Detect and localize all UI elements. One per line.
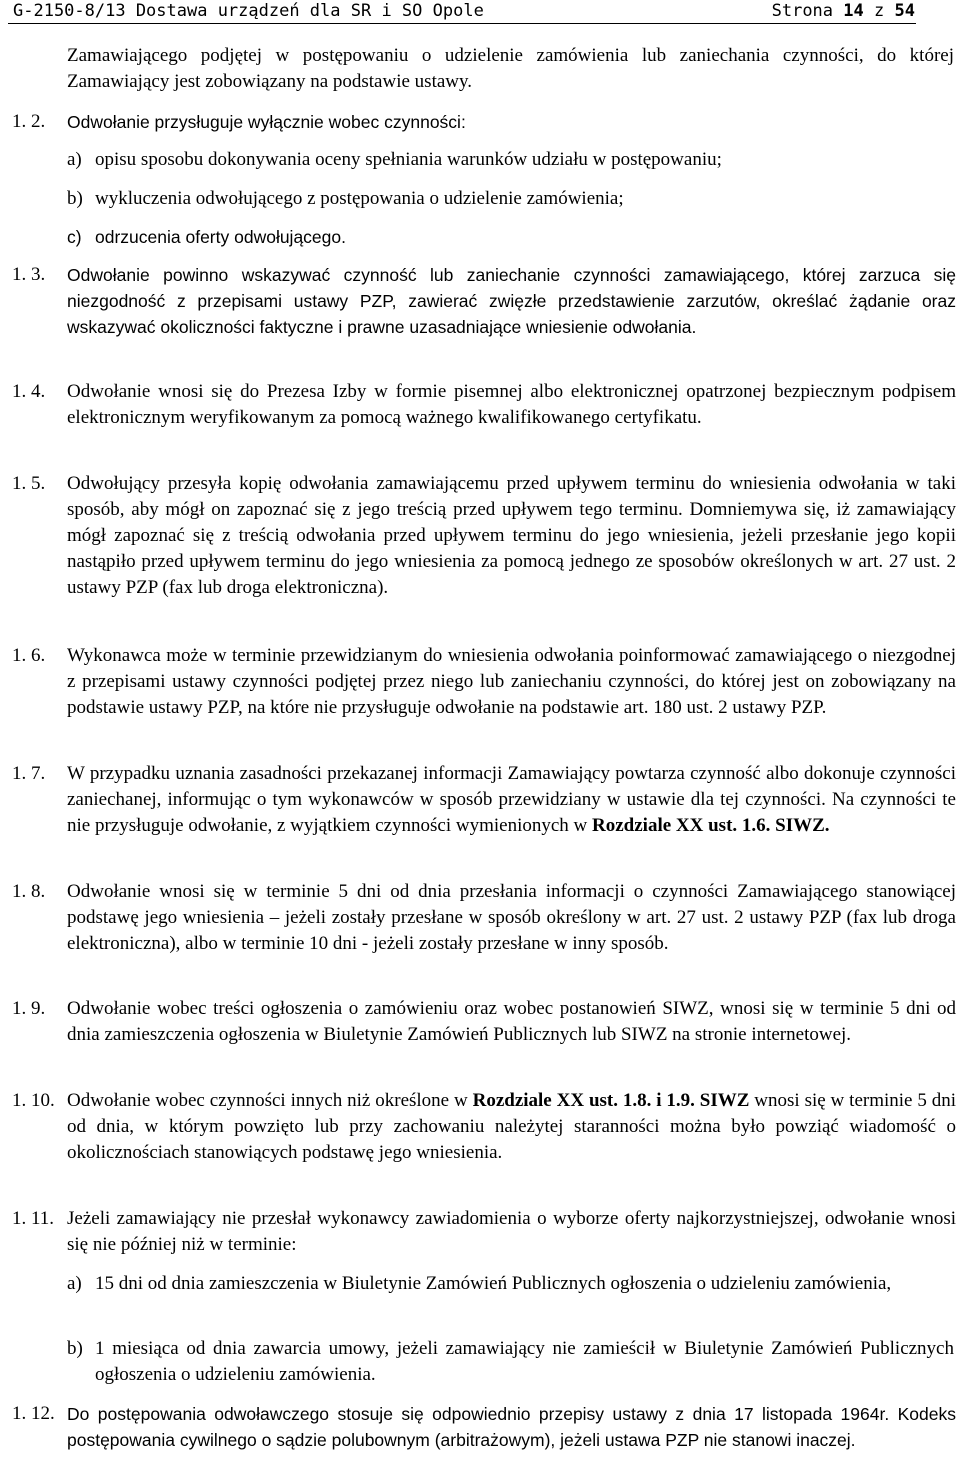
section-text: Jeżeli zamawiający nie przesłał wykonawcy zawiadomienia o wyborze oferty najkorzystniejszej, odwołanie wnosi się nie później niż w terminie: <box>67 1208 956 1255</box>
page-number: 14 <box>843 1 864 21</box>
section-text-main: Odwołanie wobec czynności innych niż określone w <box>67 1090 473 1111</box>
list-label: a) <box>67 149 82 170</box>
section-text-end: . <box>824 815 830 836</box>
section-number: 1. 5. <box>12 473 46 494</box>
section-number: 1. 10. <box>12 1090 55 1111</box>
section-text: Odwołanie wobec treści ogłoszenia o zamówieniu oraz wobec postanowień SIWZ, wnosi się w terminie 5 dni od dnia zamieszczenia ogłoszenia w Biuletynie Zamówień Publicznych lub SIWZ na stronie internetowej. <box>67 998 956 1045</box>
section-number: 1. 8. <box>12 881 46 902</box>
section-text: Odwołanie wnosi się do Prezesa Izby w formie pisemnej albo elektronicznej opatrzonej bezpiecznym podpisem elektronicznym weryfikowanym za pomocą ważnego kwalifikowanego certyfikatu. <box>67 381 956 428</box>
section-number: 1. 11. <box>12 1208 55 1229</box>
section-text: Do postępowania odwoławczego stosuje się odpowiednio przepisy ustawy z dnia 17 listopada 1964r. Kodeks postępowania cywilnego o sądzie polubownym (arbitrażowym), jeżeli ustawa PZP nie stanowi inaczej. <box>67 1404 956 1450</box>
list-text: opisu sposobu dokonywania oceny spełniania warunków udziału w postępowaniu; <box>95 149 722 170</box>
section-text-end: wnosi się w terminie 5 dni od dnia, w którym powzięto lub przy zachowaniu należytej staranności można było powziąć wiadomość o okolicznościach stanowiących podstawę jego wniesienia. <box>67 1090 957 1163</box>
list-label: b) <box>67 1338 83 1359</box>
list-label: c) <box>67 227 82 247</box>
section-reference: Rozdziale XX ust. 1.8. i 1.9. SIWZ <box>472 1090 750 1111</box>
list-text: odrzucenia oferty odwołującego. <box>95 227 346 247</box>
section-number: 1. 2. <box>12 111 46 132</box>
list-label: b) <box>67 188 83 209</box>
section-number: 1. 3. <box>12 264 46 285</box>
section-number: 1. 12. <box>12 1403 55 1424</box>
section-text: Odwołanie przysługuje wyłącznie wobec czynności: <box>67 112 466 132</box>
header-rule <box>8 23 916 24</box>
section-reference: Rozdziale XX ust. 1.6. SIWZ <box>592 815 825 836</box>
continuation-paragraph: Zamawiającego podjętej w postępowaniu o udzielenie zamówienia lub zaniechania czynności, do której Zamawiający jest zobowiązany na podstawie ustawy. <box>67 45 954 92</box>
section-number: 1. 6. <box>12 645 46 666</box>
section-text <box>67 1088 956 1166</box>
list-text: 15 dni od dnia zamieszczenia w Biuletynie Zamówień Publicznych ogłoszenia o udzieleniu zamówienia, <box>95 1273 892 1294</box>
section-text <box>67 761 956 839</box>
page-prefix: Strona <box>771 1 834 21</box>
page-indicator <box>772 1 915 21</box>
page-total: 54 <box>894 1 915 21</box>
section-text: Wykonawca może w terminie przewidzianym do wniesienia odwołania poinformować zamawiającego o niezgodnej z przepisami ustawy czynności podjętej przez niego lub zaniechaniu czynności, do której jest on zobowiązany na podstawie ustawy PZP, na które nie przysługuje odwołanie na podstawie art. 180 ust. 2 ustawy PZP. <box>67 645 956 718</box>
section-number: 1. 4. <box>12 381 46 402</box>
section-text-main: W przypadku uznania zasadności przekazanej informacji Zamawiający powtarza czynność albo dokonuje czynności zaniechanej, informując o tym wykonawców w sposób przewidziany w ustawie dla tej czynności. Na czynności te nie przysługuje odwołanie, z wyjątkiem czynności wymienionych w <box>67 763 956 836</box>
list-label: a) <box>67 1273 82 1294</box>
list-text: 1 miesiąca od dnia zawarcia umowy, jeżeli zamawiający nie zamieścił w Biuletynie Zamówień Publicznych ogłoszenia o udzieleniu zamówienia. <box>95 1338 954 1385</box>
section-number: 1. 7. <box>12 763 46 784</box>
page-separator: z <box>874 1 885 21</box>
section-text: Odwołujący przesyła kopię odwołania zamawiającemu przed upływem terminu do wniesienia odwołania w taki sposób, aby mógł on zapoznać się z jego treścią przed upływem tego terminu. Domniemywa się, iż zamawiający mógł zapoznać się z treścią odwołania przed upływem terminu do jego wniesienia, jeżeli przesłanie jego kopii nastąpiło przed upływem terminu do jego wniesienia za pomocą jednego ze sposobów określonych w art. 27 ust. 2 ustawy PZP (fax lub droga elektroniczna). <box>67 473 956 598</box>
list-text: wykluczenia odwołującego z postępowania o udzielenie zamówienia; <box>95 188 624 209</box>
document-title: G-2150-8/13 Dostawa urządzeń dla SR i SO Opole <box>13 1 484 21</box>
page-header <box>13 0 915 29</box>
section-number: 1. 9. <box>12 998 46 1019</box>
section-text: Odwołanie powinno wskazywać czynność lub zaniechanie czynności zamawiającego, której zarzuca się niezgodność z przepisami ustawy PZP, zawierać zwięzłe przedstawienie zarzutów, określać żądanie oraz wskazywać okoliczności faktyczne i prawne uzasadniające wniesienie odwołania. <box>67 265 956 337</box>
section-text: Odwołanie wnosi się w terminie 5 dni od dnia przesłania informacji o czynności Zamawiającego stanowiącej podstawę jego wniesienia – jeżeli zostały przesłane w sposób określony w art. 27 ust. 2 ustawy PZP (fax lub droga elektroniczna), albo w terminie 10 dni - jeżeli zostały przesłane w inny sposób. <box>67 881 956 954</box>
